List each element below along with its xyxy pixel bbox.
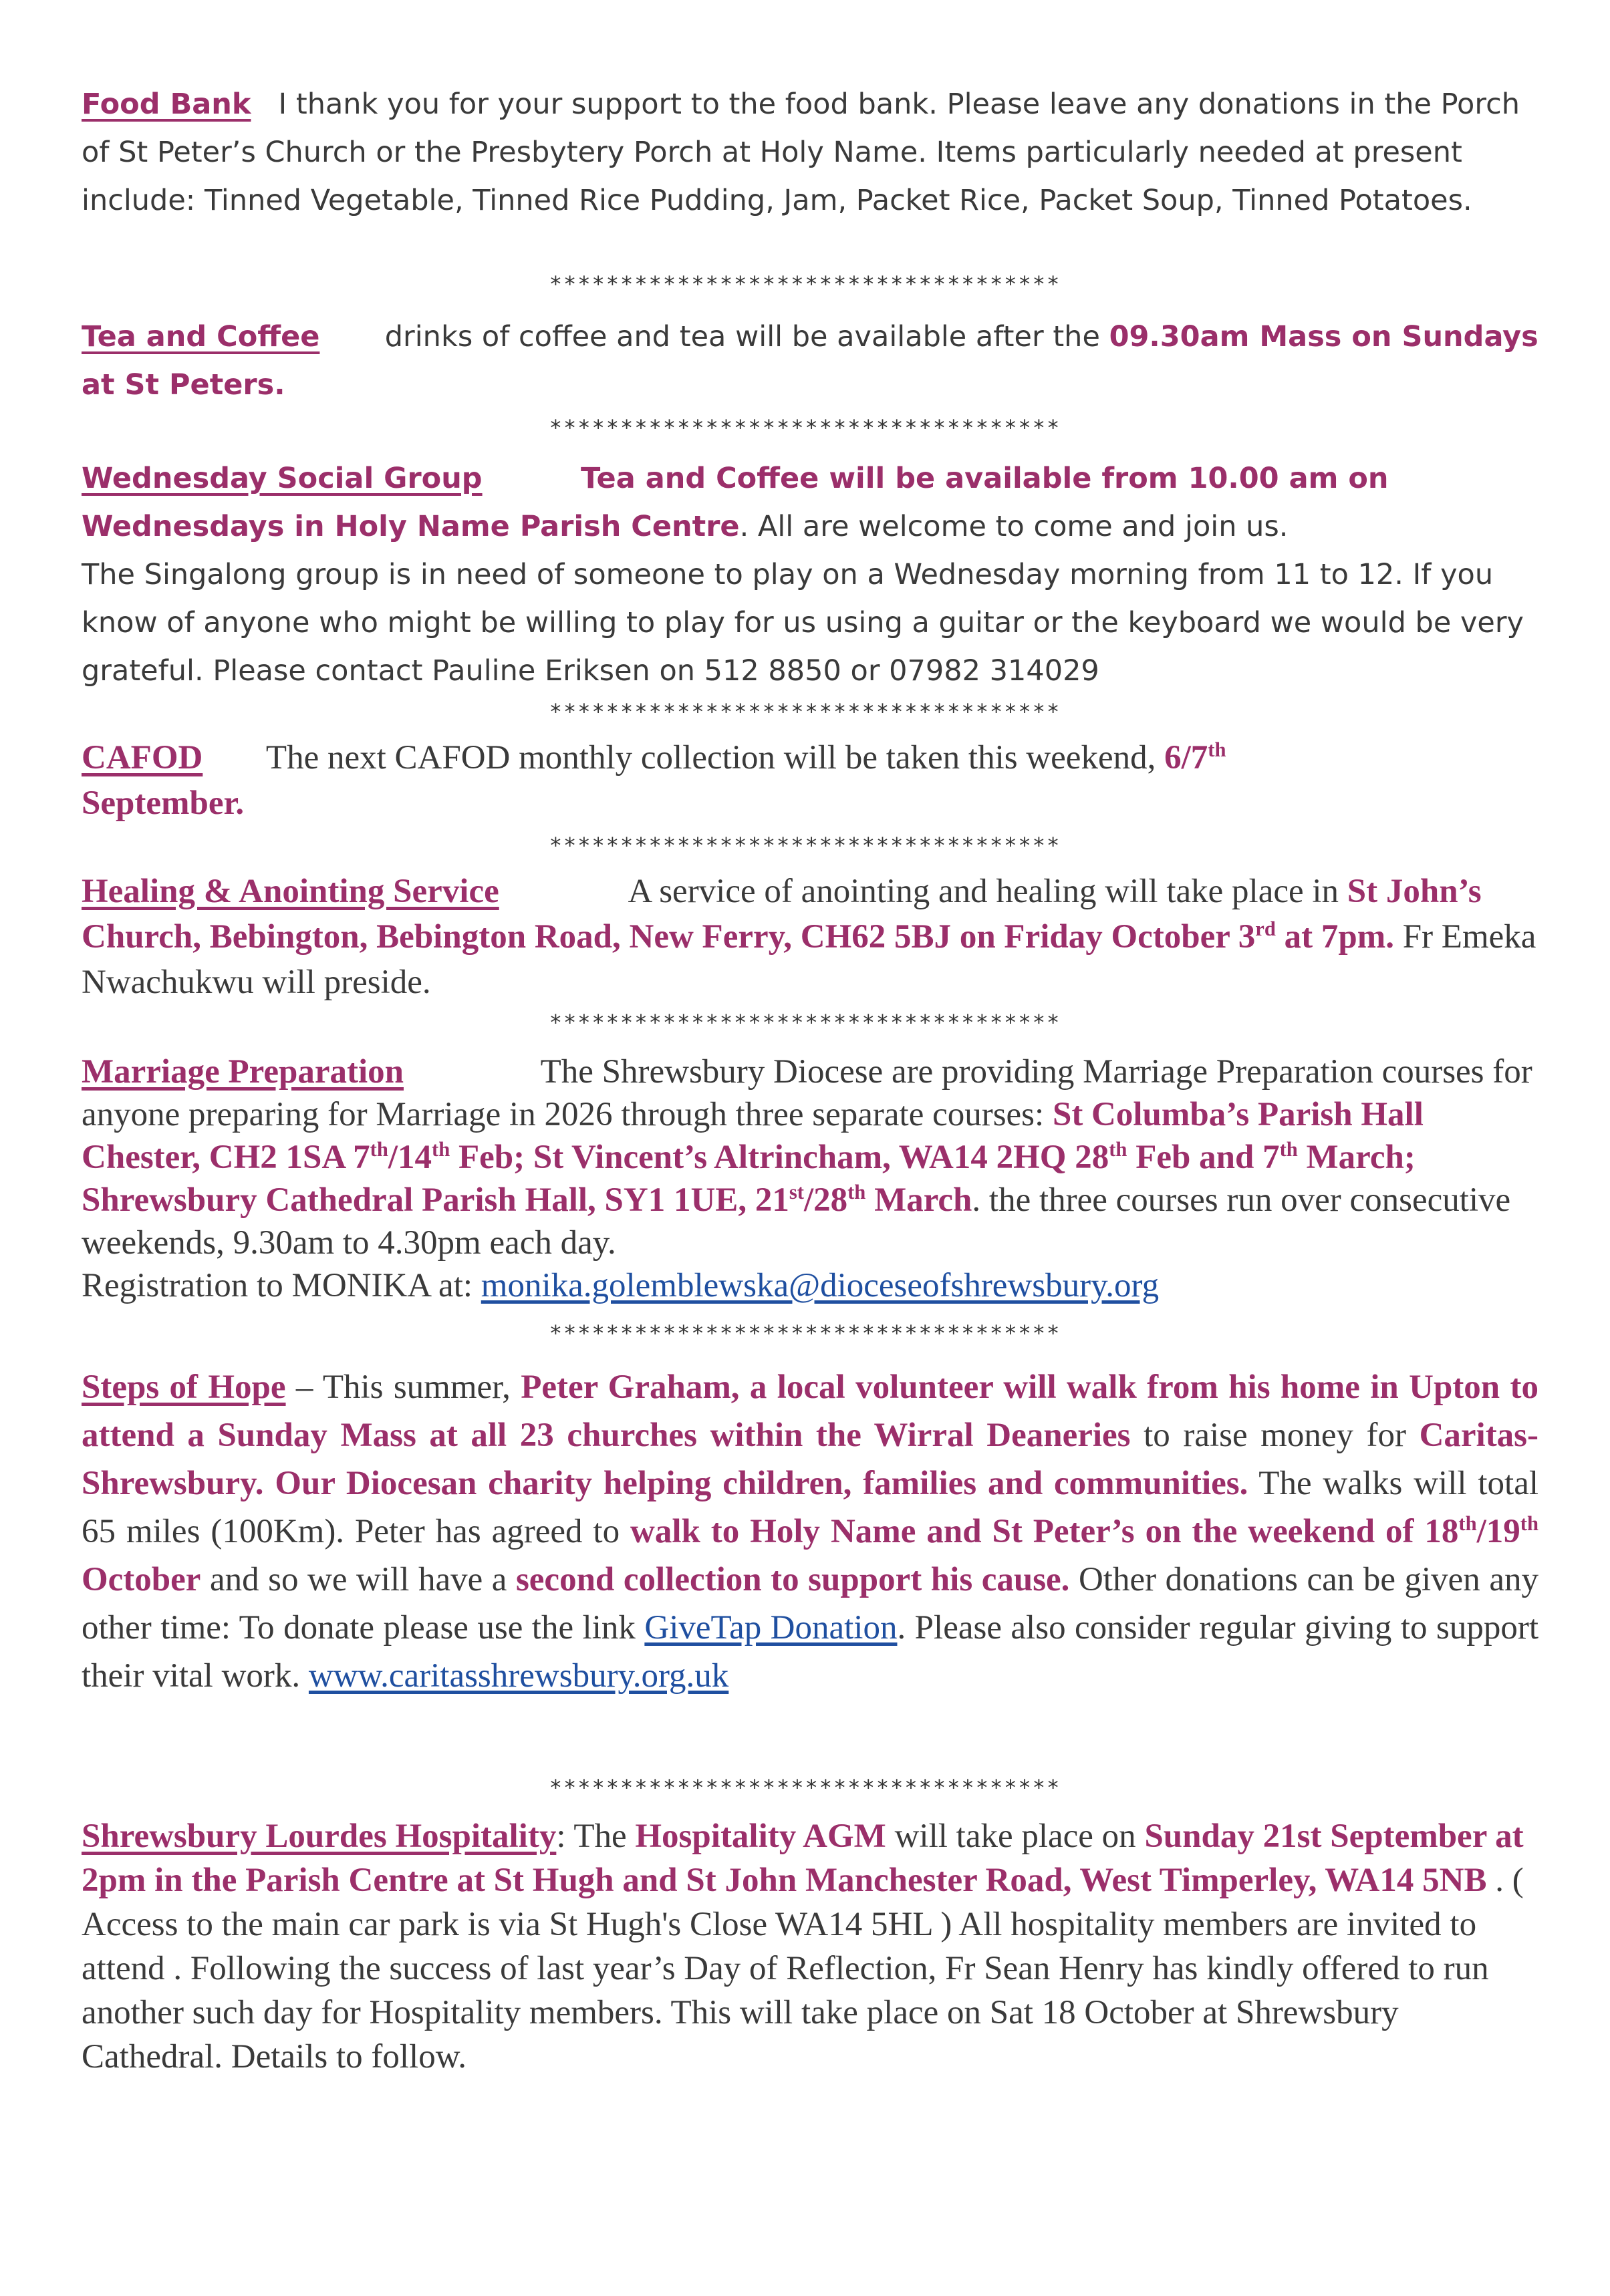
tea-coffee-section bbox=[82, 313, 1538, 409]
steps-heading: Steps of Hope bbox=[82, 1369, 286, 1406]
wednesday-text: . All are welcome to come and join us. bbox=[739, 510, 1289, 543]
lourdes-text: will take place on bbox=[886, 1818, 1145, 1855]
marriage-date: March bbox=[865, 1181, 972, 1219]
marriage-venue-2: Feb; St Vincent’s Altrincham, WA14 2HQ 28 bbox=[450, 1139, 1109, 1176]
lourdes-section bbox=[82, 1814, 1538, 2079]
marriage-date: Feb and 7 bbox=[1127, 1139, 1280, 1176]
marriage-date: /14 bbox=[388, 1139, 432, 1176]
cafod-date: 6/7 bbox=[1164, 739, 1208, 776]
steps-highlight: second collection to support his cause. bbox=[515, 1561, 1070, 1598]
healing-text2: Fr Emeka Nwachukwu will preside. bbox=[82, 918, 1536, 1001]
wednesday-section bbox=[82, 454, 1538, 695]
healing-section bbox=[82, 869, 1538, 1005]
steps-text: . Please also consider regular giving to support their vital work. bbox=[82, 1609, 1538, 1695]
steps-highlight: Caritas-Shrewsbury. Our Diocesan charity helping children, families and communities. bbox=[82, 1417, 1539, 1502]
lourdes-text: : The bbox=[556, 1818, 636, 1855]
steps-text: The walks will total 65 miles (100Km). Peter has agreed to bbox=[82, 1465, 1538, 1550]
cafod-text: The next CAFOD monthly collection will be taken this weekend, bbox=[265, 739, 1156, 776]
sup: th bbox=[1520, 1512, 1538, 1535]
marriage-date: /28 bbox=[803, 1181, 848, 1219]
steps-highlight: Peter Graham, a local volunteer will walk from his home in Upton to attend a Sunday Mass at all 23 churches within the Wirral Deaneries bbox=[82, 1369, 1538, 1454]
steps-text: and so we will have a bbox=[200, 1561, 516, 1598]
food-bank-section bbox=[82, 80, 1538, 225]
marriage-venue-3: March; Shrewsbury Cathedral Parish Hall, SY1 1UE, 21 bbox=[82, 1139, 1416, 1219]
cafod-heading: CAFOD bbox=[82, 739, 203, 776]
wednesday-heading: Wednesday Social Group bbox=[82, 462, 483, 495]
sup: th bbox=[1279, 1138, 1298, 1161]
healing-highlight-a: St John’s Church, Bebington, Bebington Road, New Ferry, CH62 5BJ on Friday October 3 bbox=[82, 873, 1482, 956]
singalong-text: The Singalong group is in need of someone to play on a Wednesday morning from 11 to 12. If you know of anyone who might be willing to play for us using a guitar or the keyboard we would be very grateful. Please contact Pauline Eriksen on 512 8850 or 07982 314029 bbox=[82, 558, 1524, 688]
caritas-website-link[interactable]: www.caritasshrewsbury.org.uk bbox=[308, 1657, 729, 1695]
sup: th bbox=[1458, 1512, 1477, 1535]
marriage-email-link[interactable]: monika.golemblewska@dioceseofshrewsbury.org bbox=[481, 1267, 1160, 1304]
divider: ************************************ bbox=[549, 1010, 1061, 1035]
divider: ************************************ bbox=[549, 1775, 1061, 1800]
tea-coffee-highlight: 09.30am Mass on Sundays at St Peters. bbox=[82, 320, 1538, 402]
marriage-venue-1: St Columba’s Parish Hall Chester, CH2 1SA 7 bbox=[82, 1096, 1424, 1176]
steps-highlight: /19 bbox=[1476, 1513, 1520, 1550]
divider: ************************************ bbox=[549, 415, 1061, 440]
lourdes-heading: Shrewsbury Lourdes Hospitality bbox=[82, 1818, 557, 1855]
steps-text: – This summer, bbox=[285, 1369, 521, 1406]
givetap-donation-link[interactable]: GiveTap Donation bbox=[644, 1609, 898, 1646]
sup: th bbox=[847, 1181, 866, 1203]
steps-highlight: walk to Holy Name and St Peter’s on the weekend of 18 bbox=[630, 1513, 1459, 1550]
sup: th bbox=[1109, 1138, 1127, 1161]
divider: ************************************ bbox=[549, 699, 1061, 724]
divider: ************************************ bbox=[549, 1320, 1061, 1346]
sup: th bbox=[432, 1138, 450, 1161]
cafod-section bbox=[82, 735, 1538, 826]
healing-text: A service of anointing and healing will take place in bbox=[628, 873, 1339, 910]
divider: ************************************ bbox=[549, 833, 1061, 858]
steps-highlight: October bbox=[82, 1561, 201, 1598]
sup: st bbox=[789, 1181, 804, 1203]
healing-sup: rd bbox=[1255, 917, 1276, 940]
healing-heading: Healing & Anointing Service bbox=[82, 873, 499, 910]
healing-highlight-b: at 7pm. bbox=[1275, 918, 1394, 956]
marriage-registration: Registration to MONIKA at: bbox=[82, 1267, 481, 1304]
cafod-month: September. bbox=[82, 784, 245, 822]
marriage-heading: Marriage Preparation bbox=[82, 1053, 404, 1091]
tea-coffee-heading: Tea and Coffee bbox=[82, 320, 320, 353]
cafod-date-sup: th bbox=[1208, 738, 1226, 761]
food-bank-text: I thank you for your support to the food bank. Please leave any donations in the Porch of St Peter’s Church or the Presbytery Porch at Holy Name. Items particularly needed at present include: Tinned Vegetable, Tinned Rice Pudding, Jam, Packet Rice, Packet Soup, Tinned Potatoes. bbox=[82, 88, 1520, 217]
marriage-text1: The Shrewsbury Diocese are providing Marriage Preparation courses for anyone preparing for Marriage in 2026 through three separate courses: bbox=[82, 1053, 1532, 1133]
tea-coffee-text: drinks of coffee and tea will be available after the bbox=[384, 320, 1100, 353]
lourdes-text: . ( Access to the main car park is via St Hugh's Close WA14 5HL ) All hospitality members are invited to attend . Following the success of last year’s Day of Reflection, Fr Sean Henry has kindly offered to run another such day for Hospitality members. This will take place on Sat 18 October at Shrewsbury Cathedral. Details to follow. bbox=[82, 1862, 1524, 2075]
lourdes-highlight: Hospitality AGM bbox=[635, 1818, 886, 1855]
marriage-text2: . the three courses run over consecutive weekends, 9.30am to 4.30pm each day. bbox=[82, 1181, 1511, 1262]
lourdes-highlight: Sunday 21st September at 2pm in the Parish Centre at St Hugh and St John Manchester Road, West Timperley, WA14 5NB bbox=[82, 1818, 1524, 1899]
steps-section bbox=[82, 1363, 1538, 1700]
steps-text: Other donations can be given any other time: To donate please use the link bbox=[82, 1561, 1538, 1646]
steps-text: to raise money for bbox=[1130, 1417, 1420, 1454]
food-bank-heading: Food Bank bbox=[82, 88, 251, 121]
wednesday-highlight: Tea and Coffee will be available from 10.00 am on Wednesdays in Holy Name Parish Centre bbox=[82, 462, 1389, 543]
divider: ************************************ bbox=[549, 271, 1061, 297]
marriage-section bbox=[82, 1050, 1538, 1307]
sup: th bbox=[370, 1138, 388, 1161]
